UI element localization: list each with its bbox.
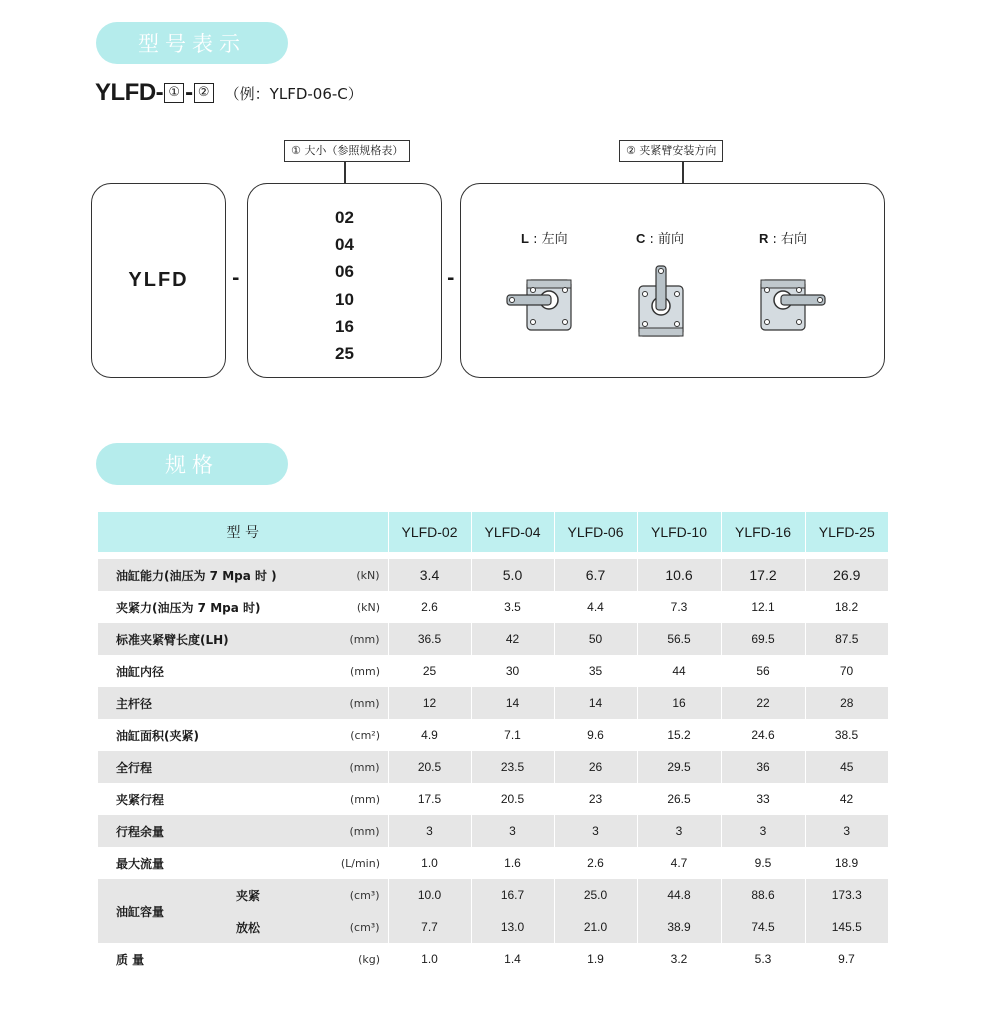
row-unit: (mm) bbox=[318, 687, 388, 719]
table-row bbox=[98, 623, 888, 655]
row-value: 56 bbox=[756, 664, 770, 678]
clamp-right-icon bbox=[757, 276, 837, 336]
row-value: 26.5 bbox=[667, 792, 691, 806]
row-unit: (kg) bbox=[358, 952, 380, 966]
model-dash-2: - bbox=[185, 79, 193, 106]
row-value: 16.7 bbox=[471, 879, 554, 911]
row-value: 44.8 bbox=[637, 879, 721, 911]
table-row bbox=[98, 943, 888, 975]
table-row bbox=[98, 847, 888, 879]
row-label: 油缸能力(油压为 7 Mpa 时 ) bbox=[98, 559, 318, 591]
row-value: 12 bbox=[388, 687, 471, 719]
row-value: 1.0 bbox=[421, 856, 438, 870]
row-label: 油缸容量 bbox=[98, 879, 226, 943]
row-value: 3.2 bbox=[670, 952, 688, 966]
row-value: 24.6 bbox=[751, 728, 775, 742]
section-title-specifications: 规格 bbox=[96, 443, 288, 485]
row-value: 30 bbox=[505, 664, 520, 678]
row-value: 1.0 bbox=[421, 952, 438, 966]
direction-tag: ② 夹紧臂安装方向 bbox=[619, 140, 723, 162]
row-unit: (mm) bbox=[349, 792, 380, 806]
row-value: 17.2 bbox=[721, 559, 805, 591]
table-row bbox=[98, 815, 888, 847]
row-value: 20.5 bbox=[388, 751, 471, 783]
row-value: 56.5 bbox=[637, 623, 721, 655]
base-model-label: YLFD bbox=[128, 269, 189, 291]
row-value: 2.6 bbox=[421, 600, 438, 614]
row-value: 1.6 bbox=[504, 856, 521, 870]
row-label: 全行程 bbox=[98, 751, 318, 783]
row-value: 2.6 bbox=[587, 856, 604, 870]
row-value: 5.3 bbox=[754, 952, 772, 966]
row-label: 质 量 bbox=[116, 952, 145, 967]
row-label: 夹紧力(油压为 7 Mpa 时) bbox=[116, 600, 261, 615]
row-value: 10.6 bbox=[637, 559, 721, 591]
row-value: 12.1 bbox=[751, 600, 775, 614]
row-value: 45 bbox=[805, 751, 888, 783]
row-value: 1.9 bbox=[587, 952, 604, 966]
row-value: 42 bbox=[471, 623, 554, 655]
direction-tag-connector bbox=[682, 162, 684, 184]
row-value: 25 bbox=[422, 664, 437, 678]
model-prefix: YLFD bbox=[95, 79, 156, 106]
header-model: YLFD-02 bbox=[388, 512, 471, 552]
row-value: 173.3 bbox=[805, 879, 888, 911]
model-box-1: ① bbox=[164, 83, 184, 103]
table-row bbox=[98, 751, 888, 783]
row-unit: (mm) bbox=[318, 623, 388, 655]
row-value: 3 bbox=[805, 815, 888, 847]
row-value: 3.4 bbox=[388, 559, 471, 591]
row-label: 主杆径 bbox=[98, 687, 318, 719]
header-model: YLFD-25 bbox=[805, 512, 888, 552]
row-unit: (cm³) bbox=[318, 879, 388, 911]
row-label: 行程余量 bbox=[98, 815, 318, 847]
row-value: 38.5 bbox=[834, 728, 859, 742]
row-unit: (kN) bbox=[356, 600, 380, 614]
row-value: 74.5 bbox=[721, 911, 805, 943]
size-item: 04 bbox=[335, 235, 354, 255]
header-model: YLFD-06 bbox=[554, 512, 637, 552]
row-value: 3 bbox=[554, 815, 637, 847]
table-row bbox=[98, 783, 888, 815]
row-value: 18.9 bbox=[834, 856, 859, 870]
row-value: 14 bbox=[554, 687, 637, 719]
sizes-box bbox=[247, 183, 442, 378]
row-value: 22 bbox=[721, 687, 805, 719]
row-unit: (cm²) bbox=[350, 728, 380, 742]
row-value: 26 bbox=[554, 751, 637, 783]
row-unit: (mm) bbox=[318, 815, 388, 847]
direction-box bbox=[460, 183, 885, 378]
row-value: 38.9 bbox=[637, 911, 721, 943]
row-value: 36.5 bbox=[388, 623, 471, 655]
row-value: 16 bbox=[637, 687, 721, 719]
row-label: 油缸内径 bbox=[116, 664, 165, 679]
row-value: 23.5 bbox=[471, 751, 554, 783]
table-row bbox=[98, 559, 888, 591]
base-model-box bbox=[91, 183, 226, 378]
row-sublabel: 放松 bbox=[226, 911, 318, 943]
row-label: 标准夹紧臂长度(LH) bbox=[98, 623, 318, 655]
table-row bbox=[98, 591, 888, 623]
model-code-line bbox=[95, 78, 363, 108]
row-unit: (cm³) bbox=[318, 911, 388, 943]
table-row bbox=[98, 719, 888, 751]
clamp-left-icon bbox=[505, 276, 585, 336]
row-unit: (mm) bbox=[349, 664, 380, 678]
row-value: 145.5 bbox=[805, 911, 888, 943]
row-label: 油缸面积(夹紧) bbox=[116, 728, 199, 743]
row-value: 9.7 bbox=[838, 952, 855, 966]
row-value: 29.5 bbox=[637, 751, 721, 783]
table-row bbox=[98, 655, 888, 687]
size-item: 25 bbox=[335, 344, 354, 364]
separator-dash-2: - bbox=[447, 268, 455, 289]
clamp-front-icon bbox=[631, 264, 691, 344]
row-value: 15.2 bbox=[667, 728, 691, 742]
row-value: 44 bbox=[672, 664, 686, 678]
row-value: 33 bbox=[756, 792, 770, 806]
row-value: 7.3 bbox=[670, 600, 688, 614]
row-value: 14 bbox=[471, 687, 554, 719]
row-value: 13.0 bbox=[471, 911, 554, 943]
table-header-row bbox=[98, 512, 888, 552]
row-value: 9.5 bbox=[754, 856, 772, 870]
header-model-label: 型 号 bbox=[98, 512, 388, 552]
row-value: 88.6 bbox=[721, 879, 805, 911]
row-value: 3 bbox=[637, 815, 721, 847]
row-value: 70 bbox=[839, 664, 854, 678]
row-value: 28 bbox=[805, 687, 888, 719]
row-value: 21.0 bbox=[554, 911, 637, 943]
row-value: 17.5 bbox=[417, 792, 442, 806]
size-tag-connector bbox=[344, 162, 346, 184]
direction-right-label: R : 右向 bbox=[759, 231, 808, 247]
direction-left-label: L : 左向 bbox=[521, 231, 568, 247]
row-value: 42 bbox=[839, 792, 854, 806]
row-value: 10.0 bbox=[388, 879, 471, 911]
row-value: 3 bbox=[721, 815, 805, 847]
row-value: 7.1 bbox=[504, 728, 521, 742]
row-value: 25.0 bbox=[554, 879, 637, 911]
row-value: 87.5 bbox=[805, 623, 888, 655]
row-label: 夹紧行程 bbox=[116, 792, 165, 807]
direction-front-label: C : 前向 bbox=[636, 231, 685, 247]
spec-table bbox=[98, 512, 888, 975]
row-value: 35 bbox=[588, 664, 603, 678]
row-value: 18.2 bbox=[834, 600, 859, 614]
row-value: 23 bbox=[588, 792, 603, 806]
header-model: YLFD-04 bbox=[471, 512, 554, 552]
model-dash-1: - bbox=[155, 79, 164, 106]
row-unit: (mm) bbox=[318, 751, 388, 783]
row-value: 3 bbox=[471, 815, 554, 847]
separator-dash-1: - bbox=[232, 268, 240, 289]
size-item: 16 bbox=[335, 316, 354, 336]
row-value: 5.0 bbox=[471, 559, 554, 591]
row-value: 36 bbox=[721, 751, 805, 783]
row-value: 3 bbox=[388, 815, 471, 847]
row-value: 7.7 bbox=[388, 911, 471, 943]
row-value: 9.6 bbox=[587, 728, 604, 742]
row-value: 6.7 bbox=[554, 559, 637, 591]
header-model: YLFD-16 bbox=[721, 512, 805, 552]
row-value: 3.5 bbox=[504, 600, 521, 614]
row-value: 20.5 bbox=[500, 792, 525, 806]
row-sublabel: 夹紧 bbox=[226, 879, 318, 911]
sizes-list bbox=[248, 204, 441, 367]
section-title-model-designation: 型号表示 bbox=[96, 22, 288, 64]
row-label: 最大流量 bbox=[116, 856, 165, 871]
size-item: 06 bbox=[335, 262, 354, 282]
row-unit: (L/min) bbox=[340, 856, 380, 870]
header-model: YLFD-10 bbox=[637, 512, 721, 552]
model-box-2: ② bbox=[194, 83, 214, 103]
row-value: 4.4 bbox=[587, 600, 604, 614]
table-row bbox=[98, 687, 888, 719]
row-value: 69.5 bbox=[721, 623, 805, 655]
row-value: 1.4 bbox=[504, 952, 521, 966]
size-item: 10 bbox=[335, 289, 354, 309]
model-example: （例：YLFD-06-C） bbox=[224, 84, 363, 103]
row-value: 50 bbox=[554, 623, 637, 655]
row-value: 26.9 bbox=[805, 559, 888, 591]
row-unit: (kN) bbox=[318, 559, 388, 591]
row-value: 4.9 bbox=[421, 728, 438, 742]
size-item: 02 bbox=[335, 208, 354, 227]
size-tag: ① 大小（参照规格表） bbox=[284, 140, 410, 162]
row-value: 4.7 bbox=[670, 856, 688, 870]
table-row bbox=[98, 879, 888, 911]
